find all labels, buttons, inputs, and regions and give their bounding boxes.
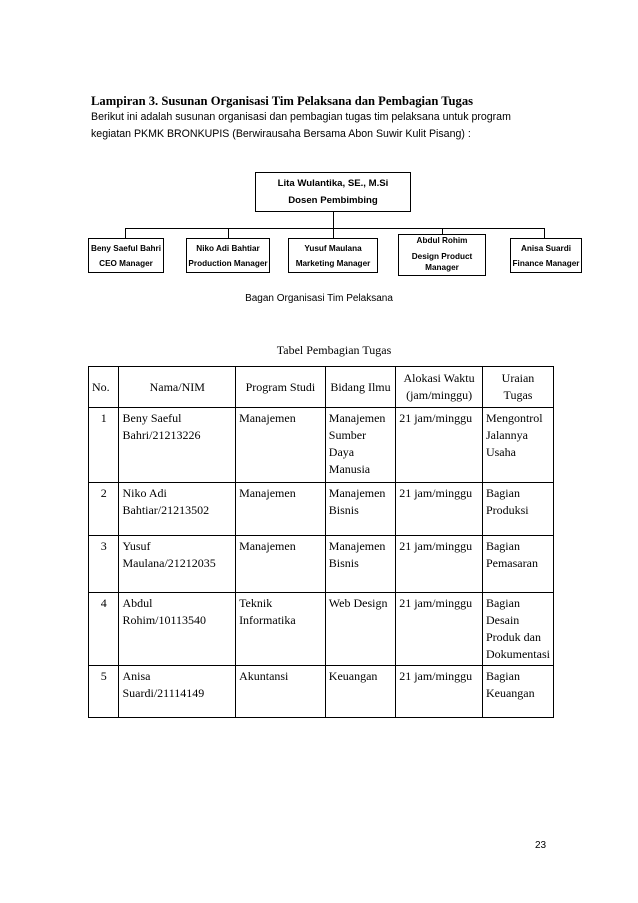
table-cell: Manajemen (236, 483, 326, 536)
table-cell: Teknik Informatika (236, 593, 326, 666)
org-role: Design Product Manager (411, 252, 473, 272)
table-cell: Niko Adi Bahtiar/21213502 (119, 483, 236, 536)
table-cell: 21 jam/minggu (396, 408, 483, 483)
table-row (89, 593, 554, 666)
org-role: Dosen Pembimbing (288, 195, 378, 206)
table-title: Tabel Pembagian Tugas (276, 343, 392, 357)
table-cell: 21 jam/minggu (396, 593, 483, 666)
org-box-member (288, 238, 378, 273)
org-role: Marketing Manager (295, 259, 371, 268)
table-cell: 21 jam/minggu (396, 666, 483, 718)
org-name: Niko Adi Bahtiar (196, 244, 260, 253)
org-chart-caption: Bagan Organisasi Tim Pelaksana (245, 293, 393, 304)
table-cell: Abdul Rohim/10113540 (119, 593, 236, 666)
task-table (88, 366, 554, 718)
table-cell: 3 (89, 536, 119, 593)
org-name: Beny Saeful Bahri (90, 244, 162, 253)
table-cell: Keuangan (325, 666, 395, 718)
org-box-member (510, 238, 582, 273)
table-cell: Beny Saeful Bahri/21213226 (119, 408, 236, 483)
org-name: Anisa Suardi (520, 244, 572, 253)
table-row (89, 666, 554, 718)
table-cell: Mengontrol Jalannya Usaha (482, 408, 553, 483)
table-row (89, 483, 554, 536)
table-cell: Yusuf Maulana/21212035 (119, 536, 236, 593)
section-heading: Lampiran 3. Susunan Organisasi Tim Pelaksana dan Pembagian Tugas (91, 94, 474, 108)
table-header-row (89, 367, 554, 408)
org-role: CEO Manager (99, 259, 153, 268)
table-cell: Akuntansi (236, 666, 326, 718)
org-connector (228, 228, 229, 238)
org-name: Abdul Rohim (416, 236, 468, 245)
org-box-member (88, 238, 164, 273)
table-cell: Bagian Produksi (482, 483, 553, 536)
table-cell: 4 (89, 593, 119, 666)
org-box-member (186, 238, 270, 273)
table-cell: 21 jam/minggu (396, 536, 483, 593)
table-cell: Bagian Pemasaran (482, 536, 553, 593)
org-box-supervisor (255, 172, 411, 212)
org-connector (333, 212, 334, 229)
table-cell: Web Design (325, 593, 395, 666)
org-connector (544, 228, 545, 238)
table-cell: 1 (89, 408, 119, 483)
org-box-member (398, 234, 486, 276)
table-cell: 21 jam/minggu (396, 483, 483, 536)
org-role: Finance Manager (512, 259, 580, 268)
table-cell: Manajemen Bisnis (325, 536, 395, 593)
col-header: No. (89, 367, 119, 408)
table-cell: Manajemen (236, 408, 326, 483)
col-header: Bidang Ilmu (325, 367, 395, 408)
col-header: Program Studi (236, 367, 326, 408)
page-number: 23 (535, 840, 547, 851)
col-header: Alokasi Waktu (jam/minggu) (396, 367, 483, 408)
org-connector (125, 228, 126, 238)
org-name: Lita Wulantika, SE., M.Si (277, 178, 389, 189)
table-cell: Bagian Keuangan (482, 666, 553, 718)
table-cell: Manajemen Bisnis (325, 483, 395, 536)
table-cell: Manajemen (236, 536, 326, 593)
table-row (89, 408, 554, 483)
table-cell: Bagian Desain Produk dan Dokumentasi (482, 593, 553, 666)
org-connector (333, 228, 334, 238)
table-row (89, 536, 554, 593)
table-cell: Anisa Suardi/21114149 (119, 666, 236, 718)
table-cell: 2 (89, 483, 119, 536)
col-header: Uraian Tugas (482, 367, 553, 408)
org-connector (125, 228, 544, 229)
org-name: Yusuf Maulana (304, 244, 362, 253)
org-role: Production Manager (188, 259, 268, 268)
table-cell: 5 (89, 666, 119, 718)
intro-paragraph: Berikut ini adalah susunan organisasi dan pembagian tugas tim pelaksana untuk program kegiatan PKMK BRONKUPIS (Berwirausaha Bersama Abon Suwir Kulit Pisang) : (91, 111, 511, 140)
table-cell: Manajemen Sumber Daya Manusia (325, 408, 395, 483)
col-header: Nama/NIM (119, 367, 236, 408)
